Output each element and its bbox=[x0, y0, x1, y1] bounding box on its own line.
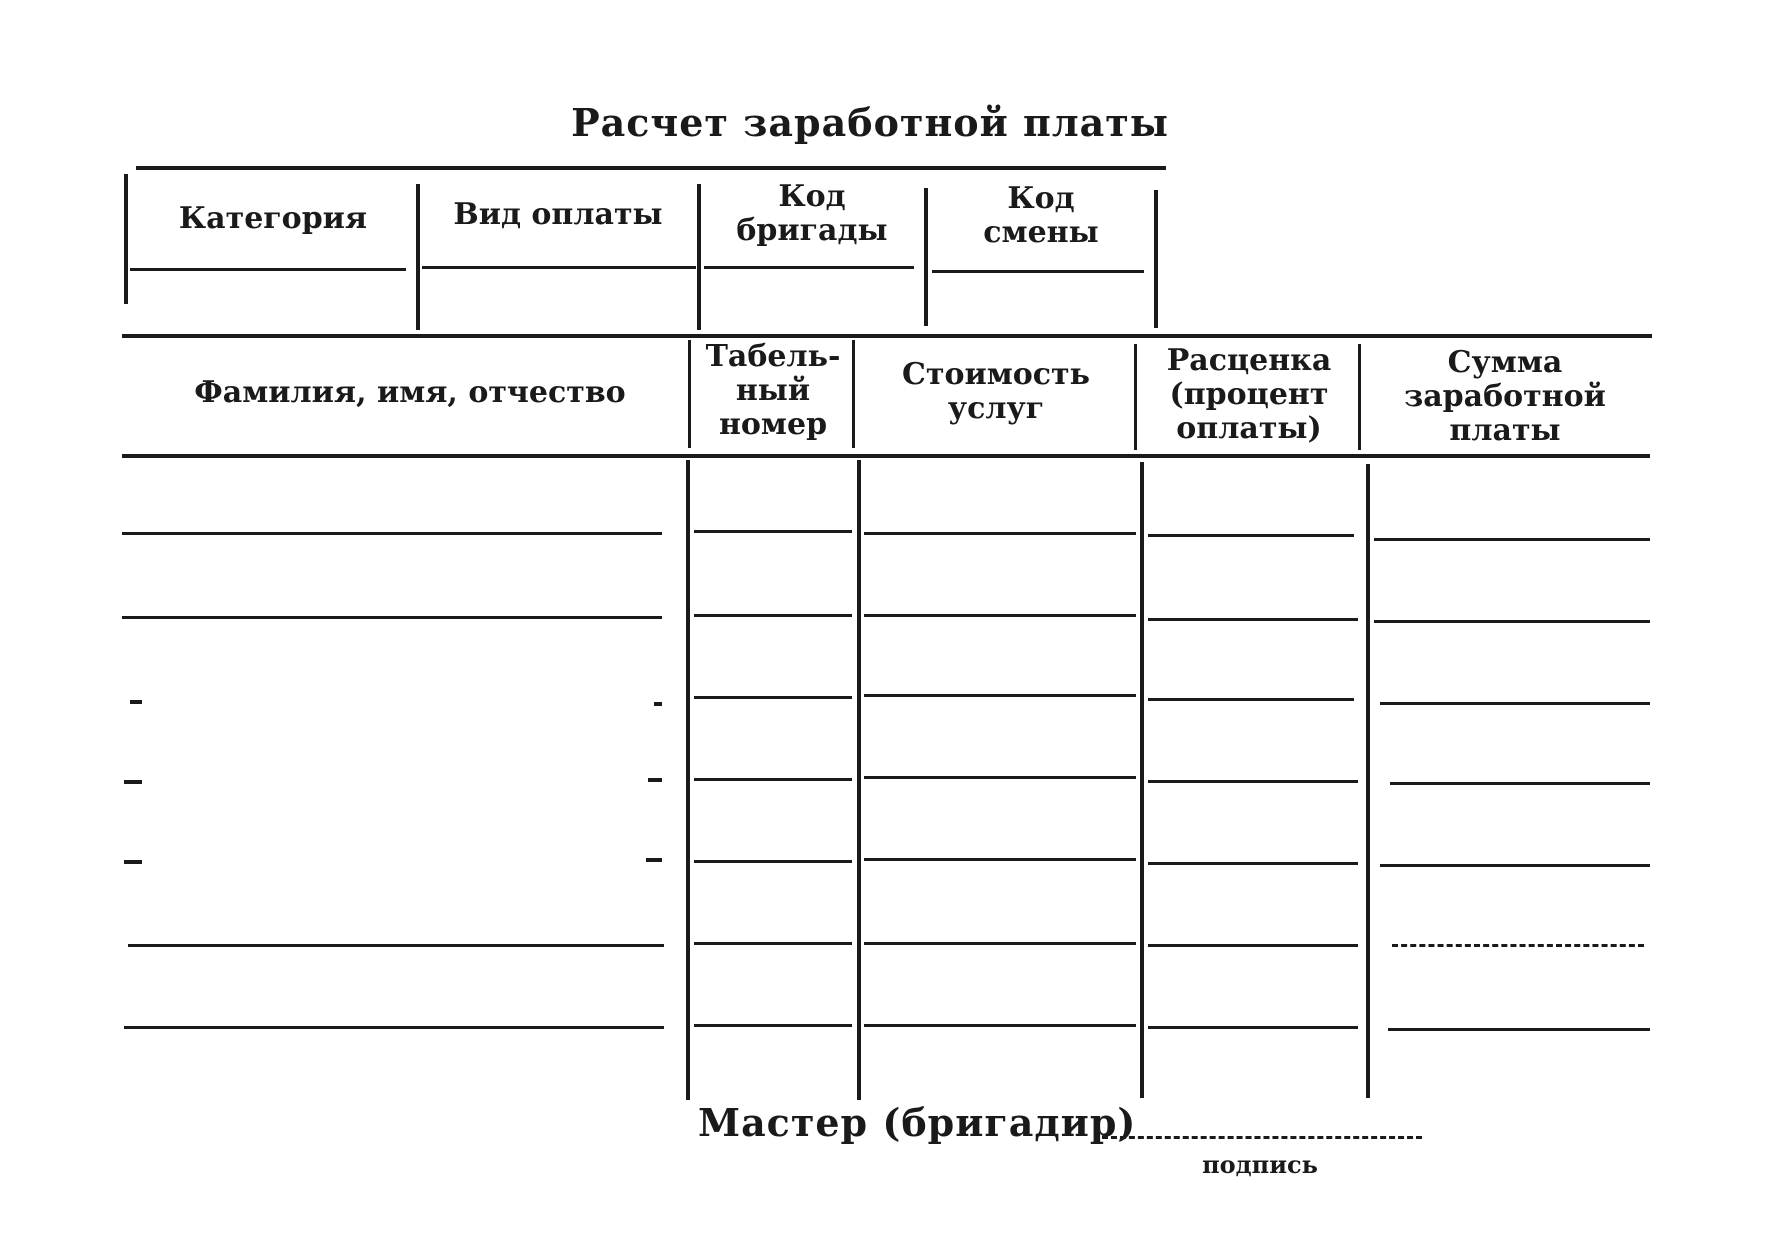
body-vline-1 bbox=[686, 460, 690, 1100]
header-full-name: Фамилия, имя, отчество bbox=[194, 375, 626, 410]
main-table-header-bottom-border bbox=[122, 454, 1650, 458]
main-header-vline-1 bbox=[688, 340, 691, 448]
top-header-payment-type: Вид оплаты bbox=[453, 197, 663, 232]
salary-amount-column-cells[interactable] bbox=[1372, 464, 1650, 1098]
top-cell-payment-type[interactable] bbox=[422, 270, 694, 326]
header-rate: Расценка (процент оплаты) bbox=[1166, 343, 1332, 446]
top-table-header-sep-0 bbox=[130, 268, 406, 271]
name-column-cells[interactable] bbox=[122, 460, 682, 1028]
rate-column-cells[interactable] bbox=[1146, 462, 1364, 1098]
top-cell-brigade-code[interactable] bbox=[704, 270, 922, 326]
body-vline-2 bbox=[857, 460, 861, 1100]
form-title: Расчет заработной платы bbox=[571, 100, 1169, 145]
top-table-vline-4 bbox=[1154, 190, 1158, 328]
header-service-cost: Стоимость услуг bbox=[901, 357, 1090, 426]
service-cost-column-cells[interactable] bbox=[862, 460, 1138, 1100]
top-header-shift-code: Код смены bbox=[983, 181, 1099, 250]
personnel-number-column-cells[interactable] bbox=[692, 460, 854, 1100]
header-salary-amount: Сумма заработной платы bbox=[1404, 345, 1606, 448]
main-header-vline-3 bbox=[1134, 344, 1137, 450]
main-table-top-border bbox=[122, 334, 1652, 338]
top-header-category: Категория bbox=[178, 201, 368, 236]
main-header-vline-2 bbox=[852, 340, 855, 448]
top-cell-shift-code[interactable] bbox=[932, 274, 1152, 326]
top-table-top-border bbox=[136, 166, 1166, 170]
header-personnel-number: Табель- ный номер bbox=[705, 339, 841, 442]
main-header-vline-4 bbox=[1358, 344, 1361, 450]
top-header-brigade-code: Код бригады bbox=[736, 179, 888, 248]
signature-caption: подпись bbox=[1202, 1150, 1318, 1179]
top-table-header-sep-2 bbox=[704, 266, 914, 269]
top-table-header-sep-1 bbox=[422, 266, 696, 269]
foreman-label: Мастер (бригадир) bbox=[698, 1100, 1137, 1145]
top-table-vline-0 bbox=[124, 174, 128, 304]
top-cell-category[interactable] bbox=[130, 272, 414, 326]
body-vline-3 bbox=[1140, 462, 1144, 1098]
body-vline-4 bbox=[1366, 464, 1370, 1098]
top-table-header-sep-3 bbox=[932, 270, 1144, 273]
signature-line[interactable] bbox=[1102, 1136, 1422, 1139]
